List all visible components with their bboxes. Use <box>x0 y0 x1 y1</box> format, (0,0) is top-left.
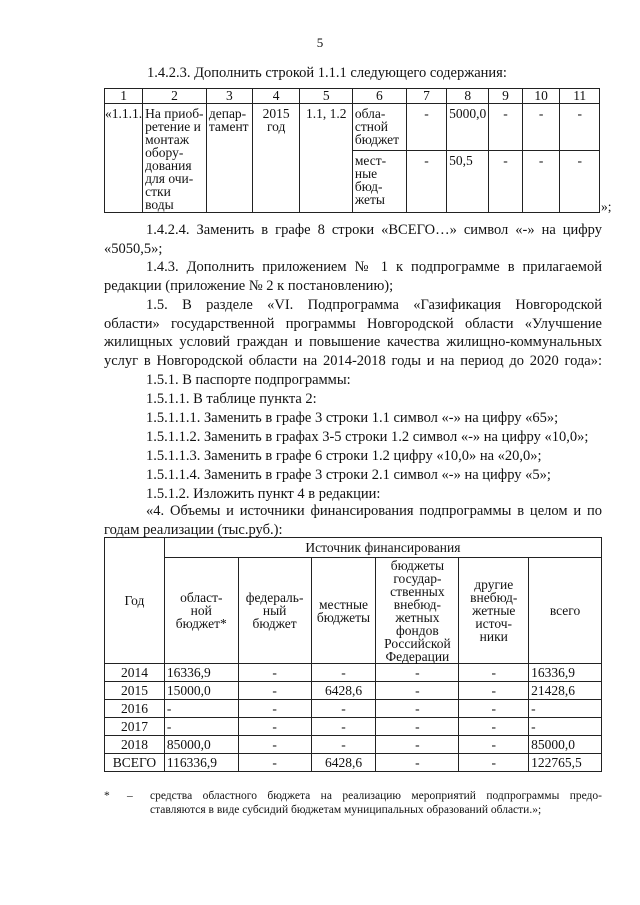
paragraph-1-4-2-3: 1.4.2.3. Дополнить строкой 1.1.1 следующего содержания: <box>147 65 507 81</box>
text-line: области» государственной программы Новгородской области «Улучшение <box>104 315 602 332</box>
table2-cell-total: 85000,0 <box>529 736 602 754</box>
table2-cell-total: 21428,6 <box>529 682 602 700</box>
text-line: стной <box>354 119 388 134</box>
text-line: внебюд- <box>470 590 518 605</box>
table2-body <box>105 664 602 772</box>
table2-cell-fond: - <box>376 664 459 682</box>
table-row <box>105 664 602 682</box>
paragraph-1-5-1-2: 1.5.1.2. Изложить пункт 4 в редакции: <box>146 486 381 502</box>
table-row <box>105 718 602 736</box>
table2-cell-mest: - <box>311 736 376 754</box>
text-line: депар- <box>208 106 247 121</box>
text-line: федераль- <box>245 590 304 605</box>
table2-cell-obl: 16336,9 <box>164 664 238 682</box>
table1-cell: - <box>406 151 446 213</box>
table1-cell: - <box>489 151 523 213</box>
table1-executor-cell <box>206 104 252 213</box>
text-line: бюджет <box>354 132 400 147</box>
text-line: обла- <box>354 106 386 121</box>
paragraph-1-5-1-1-3: 1.5.1.1.3. Заменить в графе 6 строки 1.2 цифру «10,0» на «20,0»; <box>146 448 542 464</box>
table2-header-row-2 <box>105 558 602 664</box>
table1-source-regional <box>352 104 406 151</box>
table2-cell-total: 122765,5 <box>529 754 602 772</box>
text-line: бюджет <box>252 616 297 631</box>
text-line: фондов <box>396 622 439 638</box>
text-line: ный <box>262 603 287 618</box>
table2-group-header: Источник финансирования <box>164 538 601 558</box>
text-line: тамент <box>208 119 249 134</box>
financing-table <box>104 537 602 772</box>
table1-col-header: 9 <box>489 89 523 104</box>
text-line: ные <box>354 166 378 181</box>
table1-col-header: 6 <box>352 89 406 104</box>
text-line: На приоб- <box>145 106 204 121</box>
text-line: ственных <box>390 583 445 599</box>
table2-cell-year: ВСЕГО <box>105 754 165 772</box>
table1-row-1 <box>105 104 600 151</box>
text-line: воды <box>145 197 174 212</box>
table2-cell-fed: - <box>238 718 311 736</box>
text-line: област- <box>180 590 223 605</box>
table1-row-number: «1.1.1. <box>105 104 143 213</box>
text-line: другие <box>474 577 514 592</box>
text-line: местные <box>318 596 369 612</box>
paragraph-1-4-2-4 <box>104 221 602 258</box>
text-line: «4. Объемы и источники финансирования подпрограммы в целом и по <box>146 503 602 519</box>
table2-cell-fond: - <box>376 700 459 718</box>
text-line: государ- <box>393 570 442 586</box>
footnote-text <box>150 789 602 817</box>
table2-cell-mest: - <box>311 664 376 682</box>
table2-cell-mest: - <box>311 700 376 718</box>
table2-cell-year: 2015 <box>105 682 165 700</box>
text-line: «5050,5»; <box>104 240 163 257</box>
table-row-addition <box>104 88 600 213</box>
table2-cell-other: - <box>459 664 529 682</box>
table1-col-header: 2 <box>143 89 207 104</box>
table2-cell-obl: 15000,0 <box>164 682 238 700</box>
text-line: всего <box>549 603 581 618</box>
text-line: 1.4.2.4. Заменить в графе 8 строки «ВСЕГО…» символ «-» на цифру <box>146 222 602 238</box>
table2-cell-other: - <box>459 700 529 718</box>
table2-cell-obl: 85000,0 <box>164 736 238 754</box>
table2-cell-year: 2017 <box>105 718 165 736</box>
table2-cell-other: - <box>459 718 529 736</box>
text-line: бюджеты <box>390 557 445 573</box>
table1-header-row <box>105 89 600 104</box>
text-line: бюд- <box>354 179 383 194</box>
paragraph-1-5-1-1-4: 1.5.1.1.4. Заменить в графе 3 строки 2.1 символ «-» на цифру «5»; <box>146 467 551 483</box>
table1-name-cell <box>143 104 207 213</box>
text-line: 2015 <box>262 106 290 121</box>
table1-col-header: 1 <box>105 89 143 104</box>
table1-col-header: 11 <box>560 89 600 104</box>
table1-col-header: 5 <box>300 89 352 104</box>
text-line: редакции (приложение № 2 к постановлению); <box>104 277 394 294</box>
table2-cell-fed: - <box>238 700 311 718</box>
table1-cell: 50,5 <box>447 151 489 213</box>
table2-header-row-1 <box>105 538 602 558</box>
table1-cell: 5000,0 <box>447 104 489 151</box>
text-line: мест- <box>354 153 387 168</box>
table2-cell-fond: - <box>376 736 459 754</box>
table2-cell-total: 16336,9 <box>529 664 602 682</box>
table1-cell: - <box>489 104 523 151</box>
table1-cell: - <box>406 104 446 151</box>
text-line: стки <box>145 184 171 199</box>
text-line: жеты <box>354 192 386 207</box>
text-line: бюджеты <box>316 609 371 625</box>
table2-cell-fed: - <box>238 754 311 772</box>
table2-cell-fed: - <box>238 682 311 700</box>
table1-cell: - <box>560 104 600 151</box>
footnote-mark: * <box>104 790 110 802</box>
text-line: жетные <box>472 603 516 618</box>
table2-cell-fed: - <box>238 736 311 754</box>
table-row <box>105 736 602 754</box>
table1-col-header: 8 <box>447 89 489 104</box>
table2-cell-mest: 6428,6 <box>311 754 376 772</box>
paragraph-1-5-1-1: 1.5.1.1. В таблице пункта 2: <box>146 391 317 407</box>
paragraph-1-5-1: 1.5.1. В паспорте подпрограммы: <box>146 372 351 388</box>
table1-year-cell <box>252 104 300 213</box>
text-line: Федерации <box>385 648 450 664</box>
table2-year-header: Год <box>105 538 165 664</box>
text-line: бюджет* <box>175 616 227 631</box>
table2-col-header <box>311 558 376 664</box>
text-line: ставляются в виде субсидий бюджетам муниципальных образований области.»; <box>150 804 542 816</box>
table2-cell-year: 2018 <box>105 736 165 754</box>
table2-col-header <box>376 558 459 664</box>
table1-col-header: 3 <box>206 89 252 104</box>
page-number: 5 <box>316 35 324 50</box>
paragraph-1-5-1-1-1: 1.5.1.1.1. Заменить в графе 3 строки 1.1 символ «-» на цифру «65»; <box>146 410 559 426</box>
text-line: жетных <box>395 609 440 625</box>
text-line: год <box>266 119 286 134</box>
text-line: услуг в Новгородской области на 2014-2018 годы и на период до 2020 года»: <box>104 353 602 370</box>
paragraph-1-5 <box>104 296 602 371</box>
text-line: для очи- <box>145 171 194 186</box>
table1-col-header: 10 <box>522 89 560 104</box>
table2-cell-fond: - <box>376 682 459 700</box>
table-row <box>105 682 602 700</box>
table1-cell: - <box>560 151 600 213</box>
table2-cell-total: - <box>529 718 602 736</box>
text-line: ники <box>479 629 508 644</box>
text-line: годам реализации (тыс.руб.): <box>104 521 283 538</box>
paragraph-1-4-3 <box>104 258 602 295</box>
text-line: 1.5. В разделе «VI. Подпрограмма «Газификация Новгородской <box>146 297 602 313</box>
table-row <box>105 754 602 772</box>
table2-cell-obl: - <box>164 718 238 736</box>
table1-col-header: 7 <box>406 89 446 104</box>
table2-cell-obl: 116336,9 <box>164 754 238 772</box>
table1-source-local <box>352 151 406 213</box>
table1-cell: - <box>522 104 560 151</box>
text-line: Российской <box>384 635 451 651</box>
table2-cell-mest: 6428,6 <box>311 682 376 700</box>
table-row <box>105 700 602 718</box>
text-line: монтаж <box>145 132 190 147</box>
table2-cell-fond: - <box>376 718 459 736</box>
text-line: обору- <box>145 145 184 160</box>
text-line: дования <box>145 158 192 173</box>
text-line: жилищных условий граждан и повышение качества жилищно-коммунальных <box>104 334 602 351</box>
paragraph-4-intro <box>104 502 602 539</box>
table2-cell-total: - <box>529 700 602 718</box>
text-line: внебюд- <box>393 596 442 612</box>
footnote-dash: – <box>127 790 133 802</box>
text-line: ной <box>190 603 212 618</box>
paragraph-1-5-1-1-2: 1.5.1.1.2. Заменить в графах 3-5 строки 1.2 символ «-» на цифру «10,0»; <box>146 429 589 445</box>
table1-closing-mark: »; <box>601 199 612 214</box>
text-line: средства областного бюджета на реализацию мероприятий подпрограммы предо- <box>150 790 602 802</box>
table2-cell-year: 2014 <box>105 664 165 682</box>
table1-targets-cell: 1.1, 1.2 <box>300 104 352 213</box>
table2-col-header <box>459 558 529 664</box>
table2-col-header <box>238 558 311 664</box>
text-line: 1.4.3. Дополнить приложением № 1 к подпрограмме в прилагаемой <box>146 259 602 275</box>
table1-cell: - <box>522 151 560 213</box>
table2-col-header <box>164 558 238 664</box>
table2-cell-mest: - <box>311 718 376 736</box>
table1-col-header: 4 <box>252 89 300 104</box>
text-line: ретение и <box>145 119 201 134</box>
table2-cell-fond: - <box>376 754 459 772</box>
table2-cell-fed: - <box>238 664 311 682</box>
table2-cell-other: - <box>459 682 529 700</box>
table2-cell-other: - <box>459 754 529 772</box>
table2-cell-year: 2016 <box>105 700 165 718</box>
table2-cell-other: - <box>459 736 529 754</box>
text-line: источ- <box>475 616 513 631</box>
table2-cell-obl: - <box>164 700 238 718</box>
table2-col-header <box>529 558 602 664</box>
